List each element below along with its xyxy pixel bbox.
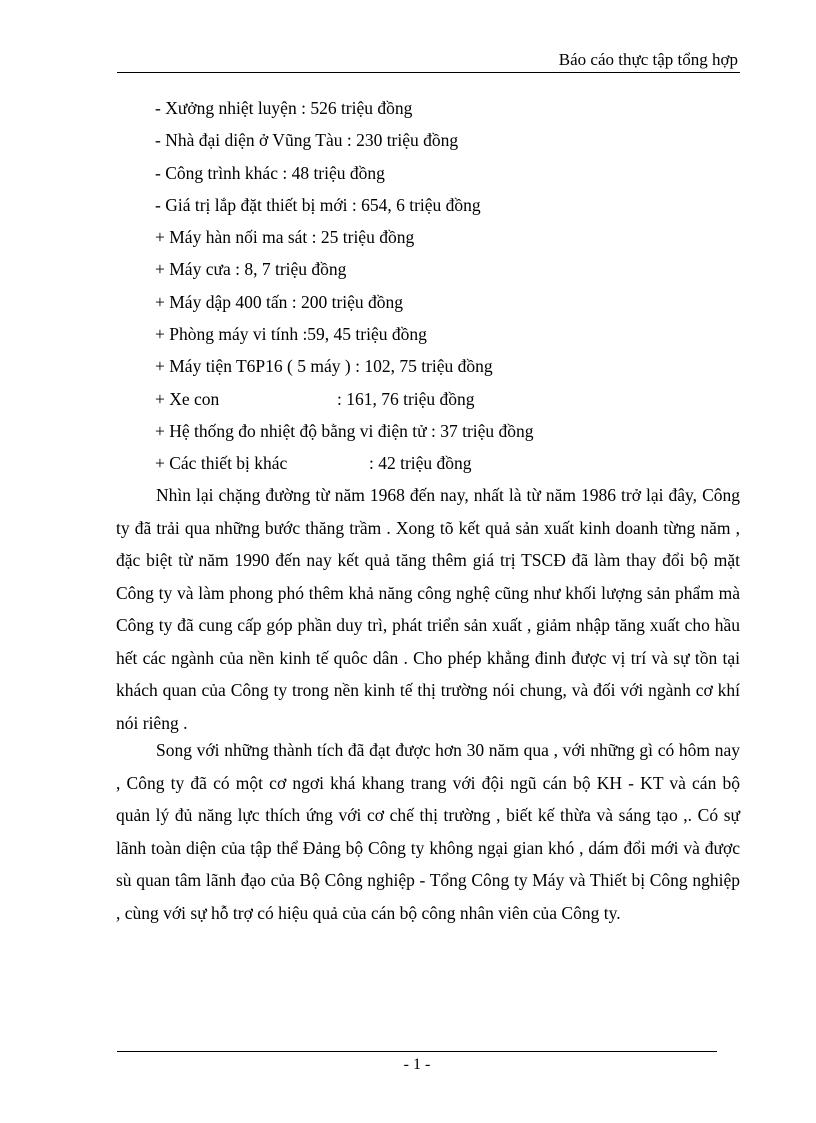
list-item [155,447,715,479]
footer-divider [117,1051,717,1052]
list-item: + Hệ thống đo nhiệt độ bằng vi điện tử : 37 triệu đồng [155,420,534,441]
list-item: + Máy cưa : 8, 7 triệu đồng [155,259,347,280]
list-item: - Công trình khác : 48 triệu đồng [155,162,385,183]
body-paragraph: Nhìn lại chặng đường từ năm 1968 đến nay, nhất là từ năm 1986 trở lại đây, Công ty đã trải qua những bước thăng trầm . Xong tõ kết quả sản xuất kinh doanh từng năm , đặc biệt từ năm 1990 đến nay kết quả tăng thêm giá trị TSCĐ đã làm thay đổi bộ mặt Công ty và làm phong phó thêm khả năng công nghệ cũng như khối lượng sản phẩm mà Công ty đã cung cấp góp phần duy trì, phát triển sản xuất , giảm nhập tăng xuất cho hầu hết các ngành của nền kinh tế quôc dân . Cho phép khẳng đinh được vị trí và sự tồn tại khách quan của Công ty trong nền kinh tế thị trường nói chung, và đối với ngành cơ khí nói riêng . [116,485,740,733]
list-item: - Xưởng nhiệt luyện : 526 triệu đồng [155,98,413,118]
list-item: + Phòng máy vi tính :59, 45 triệu đồng [155,324,427,345]
list-item [155,383,715,415]
list-item: + Máy dập 400 tấn : 200 triệu đồng [155,291,404,312]
asset-list [155,92,715,480]
list-item-value: : 161, 76 triệu đồng [337,388,475,409]
header-divider [117,72,740,73]
list-item-label: + Các thiết bị khác [155,453,288,474]
body-paragraph: Song với những thành tích đã đạt được hơn 30 năm qua , với những gì có hôm nay , Công ty đã có một cơ ngơi khá khang trang với đội ngũ cán bộ KH - KT và cán bộ quản lý đủ năng lực thích ứng với cơ chế thị trường , biết kế thừa và sáng tạo ,. Có sự lãnh toàn diện của tập thể Đảng bộ Công ty không ngại gian khó , dám đổi mới và được sù quan tâm lãnh đạo của Bộ Công nghiệp - Tổng Công ty Máy và Thiết bị Công nghiệp , cùng với sự hỗ trợ có hiệu quả của cán bộ công nhân viên của Công ty. [116,740,740,923]
list-item: + Máy tiện T6P16 ( 5 máy ) : 102, 75 triệu đồng [155,356,493,377]
page-number: - 1 - [403,1056,431,1073]
header-title: Báo cáo thực tập tổng hợp [558,50,738,69]
list-item: + Máy hàn nối ma sát : 25 triệu đồng [155,227,415,248]
list-item: - Giá trị lắp đặt thiết bị mới : 654, 6 triệu đồng [155,194,481,215]
list-item-label: + Xe con [155,388,220,409]
list-item: - Nhà đại diện ở Vũng Tàu : 230 triệu đồng [155,130,459,151]
list-item-value: : 42 triệu đồng [369,453,472,474]
